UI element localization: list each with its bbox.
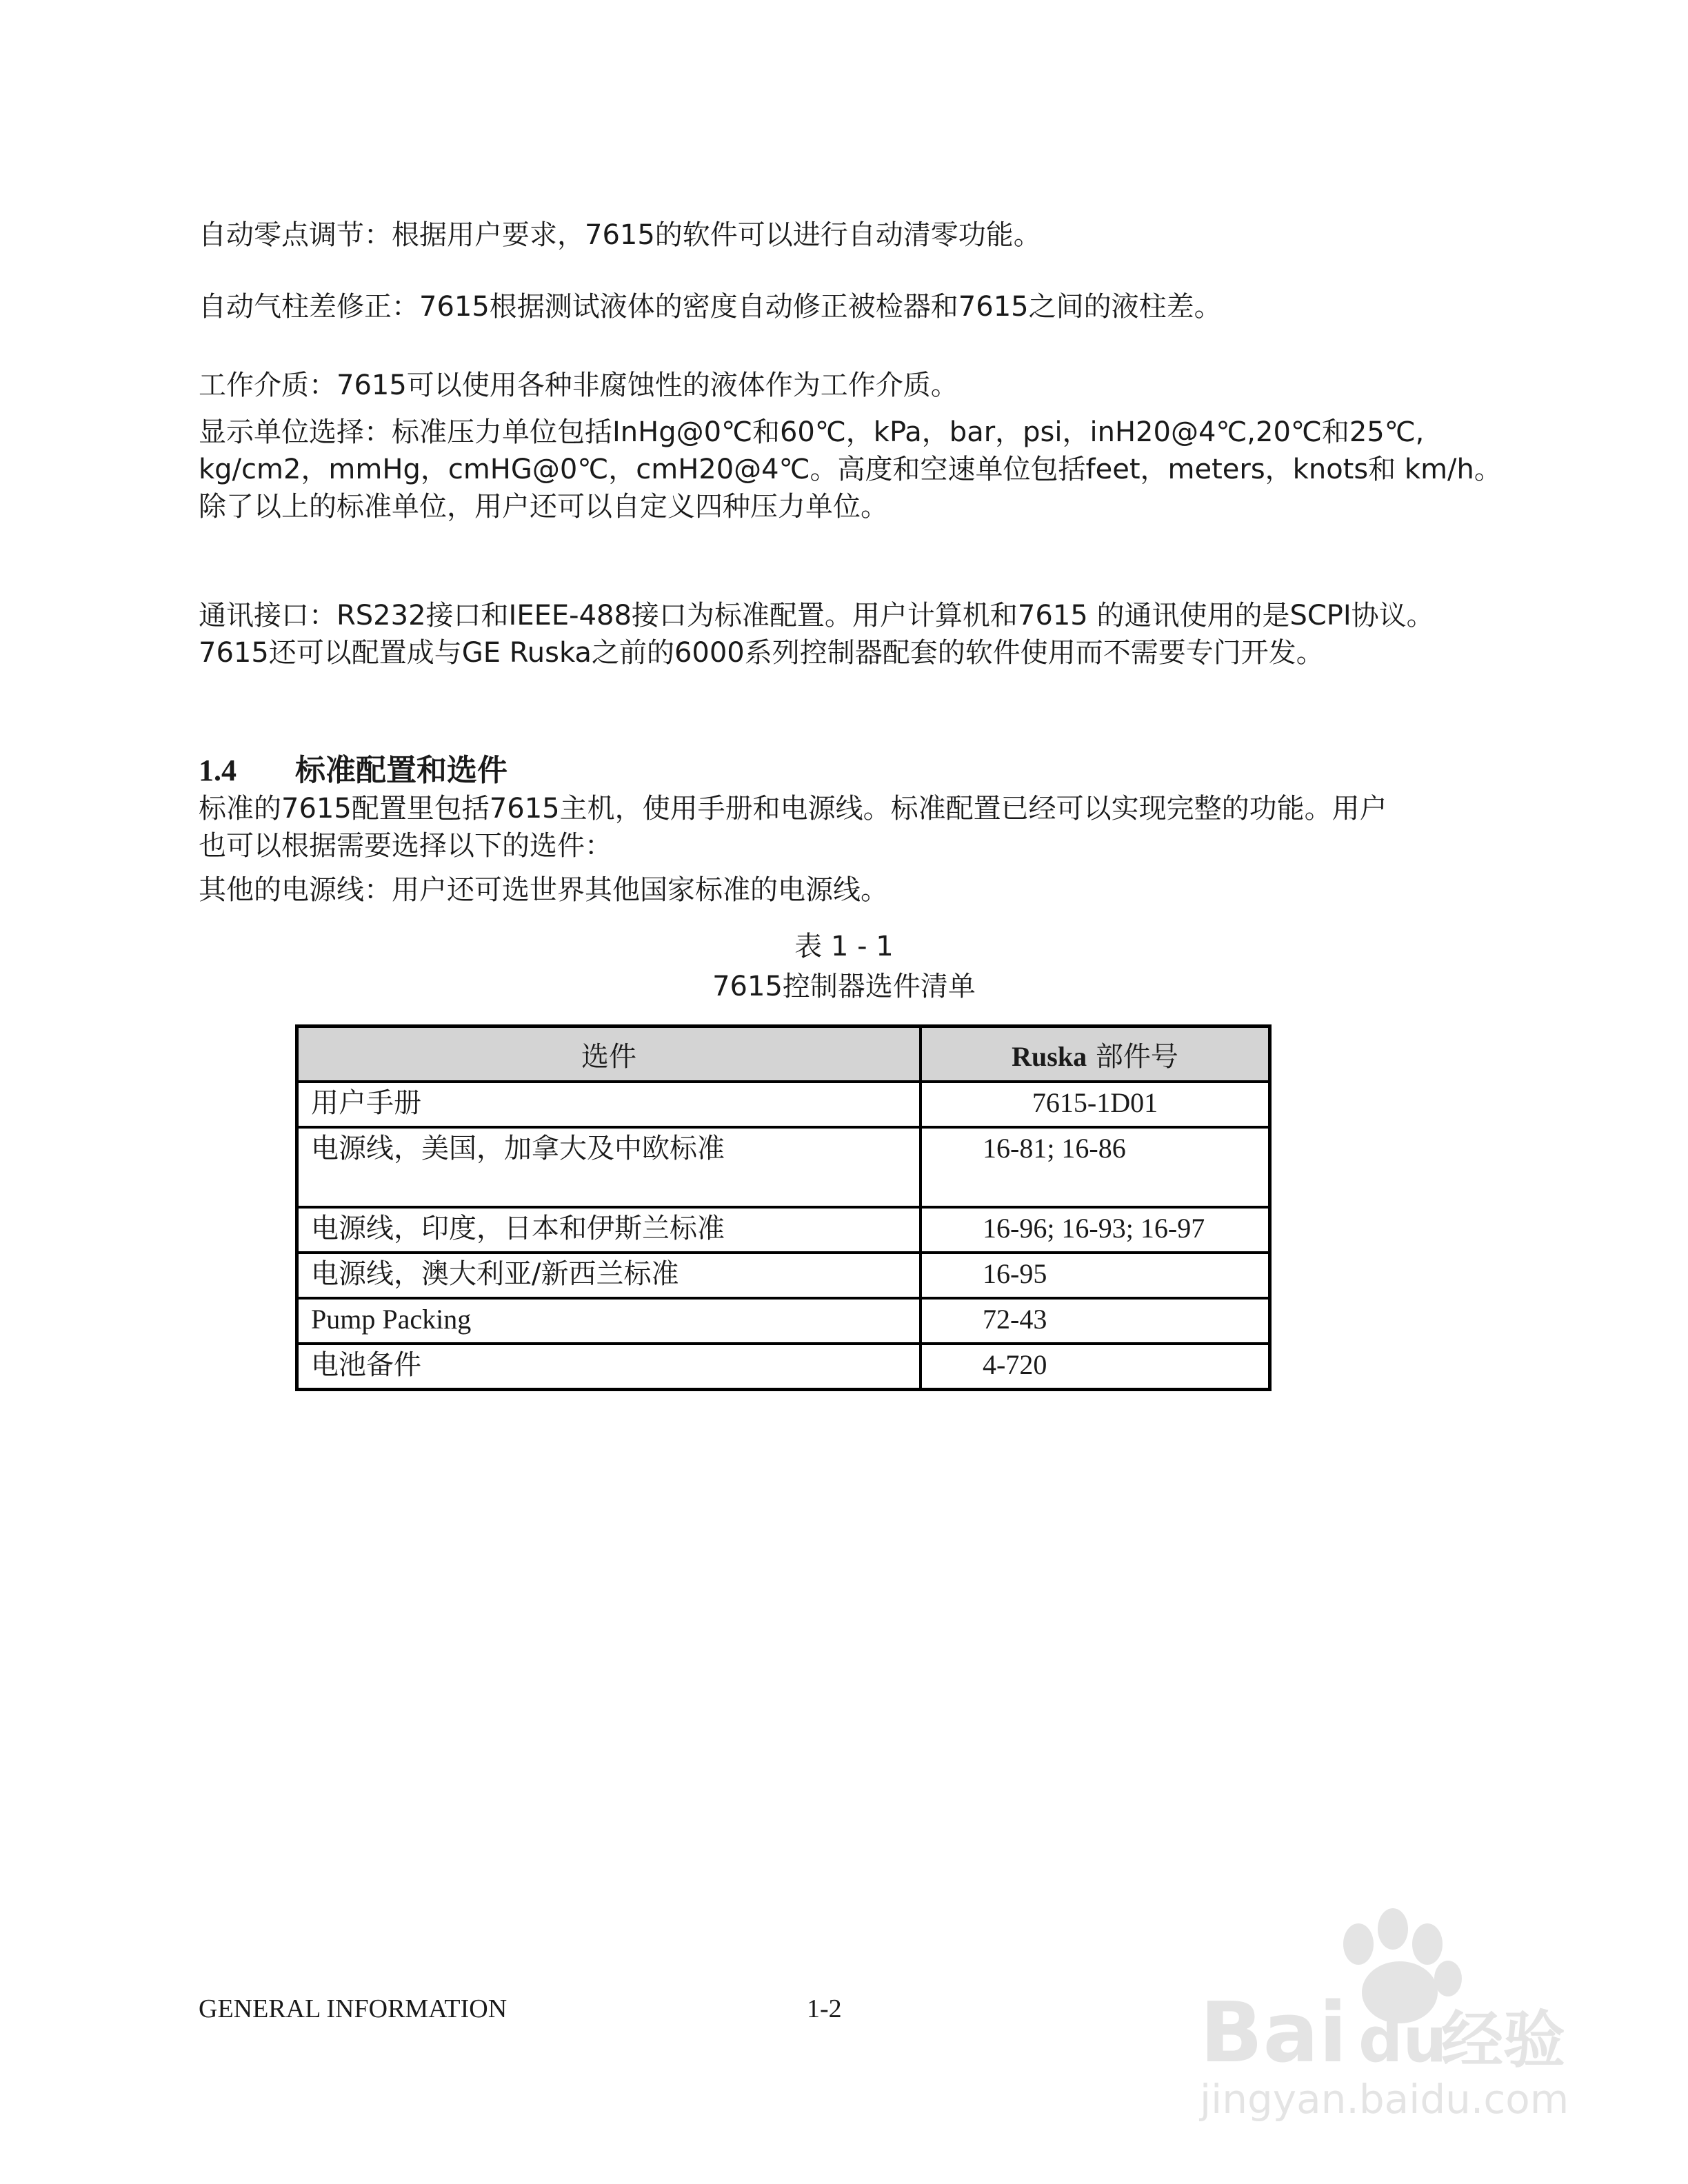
part-cell: 4-720	[921, 1344, 1270, 1390]
header-part-brand: Ruska	[1012, 1040, 1087, 1072]
auto-zero-paragraph: 自动零点调节：根据用户要求，7615的软件可以进行自动清零功能。	[199, 219, 1041, 251]
table-row	[297, 1298, 1270, 1344]
option-cell: 电源线，印度，日本和伊斯兰标准	[297, 1207, 921, 1253]
options-table	[295, 1024, 1272, 1391]
section-number: 1.4	[199, 754, 237, 787]
header-part-number	[921, 1027, 1270, 1082]
table-header-row	[297, 1027, 1270, 1082]
header-part-label: 部件号	[1087, 1040, 1178, 1073]
part-cell: 72-43	[921, 1298, 1270, 1344]
watermark-url: jingyan.baidu.com	[1200, 2076, 1569, 2123]
part-cell: 16-81; 16-86	[921, 1127, 1270, 1207]
section-body: 标准的7615配置里包括7615主机，使用手册和电源线。标准配置已经可以实现完整的功能。用户 也可以根据需要选择以下的选件：	[199, 793, 1387, 862]
section-note: 其他的电源线：用户还可选世界其他国家标准的电源线。	[199, 874, 888, 906]
table-row	[297, 1082, 1270, 1127]
table-row	[297, 1207, 1270, 1253]
option-cell: 电池备件	[297, 1344, 921, 1390]
table-row	[297, 1344, 1270, 1390]
watermark-brand: Bai	[1200, 1985, 1347, 2081]
header-option: 选件	[297, 1027, 921, 1082]
table-caption-number: 表 1 - 1	[794, 931, 894, 962]
section-heading	[199, 751, 508, 790]
part-cell: 16-95	[921, 1253, 1270, 1298]
table-caption-title: 7615控制器选件清单	[712, 971, 976, 1002]
option-cell: Pump Packing	[297, 1298, 921, 1344]
option-cell: 电源线，澳大利亚/新西兰标准	[297, 1253, 921, 1298]
table-row	[297, 1253, 1270, 1298]
watermark-product: 经验	[1441, 2004, 1565, 2076]
footer-section-label: GENERAL INFORMATION	[199, 1994, 508, 2023]
section-title: 标准配置和选件	[295, 753, 508, 788]
footer-page-number: 1-2	[807, 1994, 842, 2023]
option-cell: 电源线，美国，加拿大及中欧标准	[297, 1127, 921, 1207]
table-row	[297, 1127, 1270, 1207]
watermark-brand-suffix: du	[1358, 2004, 1447, 2076]
working-medium-paragraph: 工作介质：7615可以使用各种非腐蚀性的液体作为工作介质。	[199, 370, 958, 401]
auto-head-correction-paragraph: 自动气柱差修正：7615根据测试液体的密度自动修正被检器和7615之间的液柱差。	[199, 291, 1222, 323]
communication-paragraph: 通讯接口：RS232接口和IEEE-488接口为标准配置。用户计算机和7615 的通讯使用的是SCPI协议。 7615还可以配置成与GE Ruska之前的6000系列控制器配套的软件使用而不需要专门开发。	[199, 600, 1434, 669]
baidu-jingyan-watermark	[1186, 1903, 1572, 2130]
option-cell: 用户手册	[297, 1082, 921, 1127]
display-units-paragraph: 显示单位选择：标准压力单位包括InHg@0℃和60℃，kPa，bar，psi，inH20@4℃,20℃和25℃, kg/cm2，mmHg，cmHG@0℃，cmH20@4℃。高度和空速单位包括feet，meters，knots和 km/h。 除了以上的标准单位，用户还可以自定义四种压力单位。	[199, 416, 1502, 523]
part-cell: 7615-1D01	[921, 1082, 1270, 1127]
part-cell: 16-96; 16-93; 16-97	[921, 1207, 1270, 1253]
